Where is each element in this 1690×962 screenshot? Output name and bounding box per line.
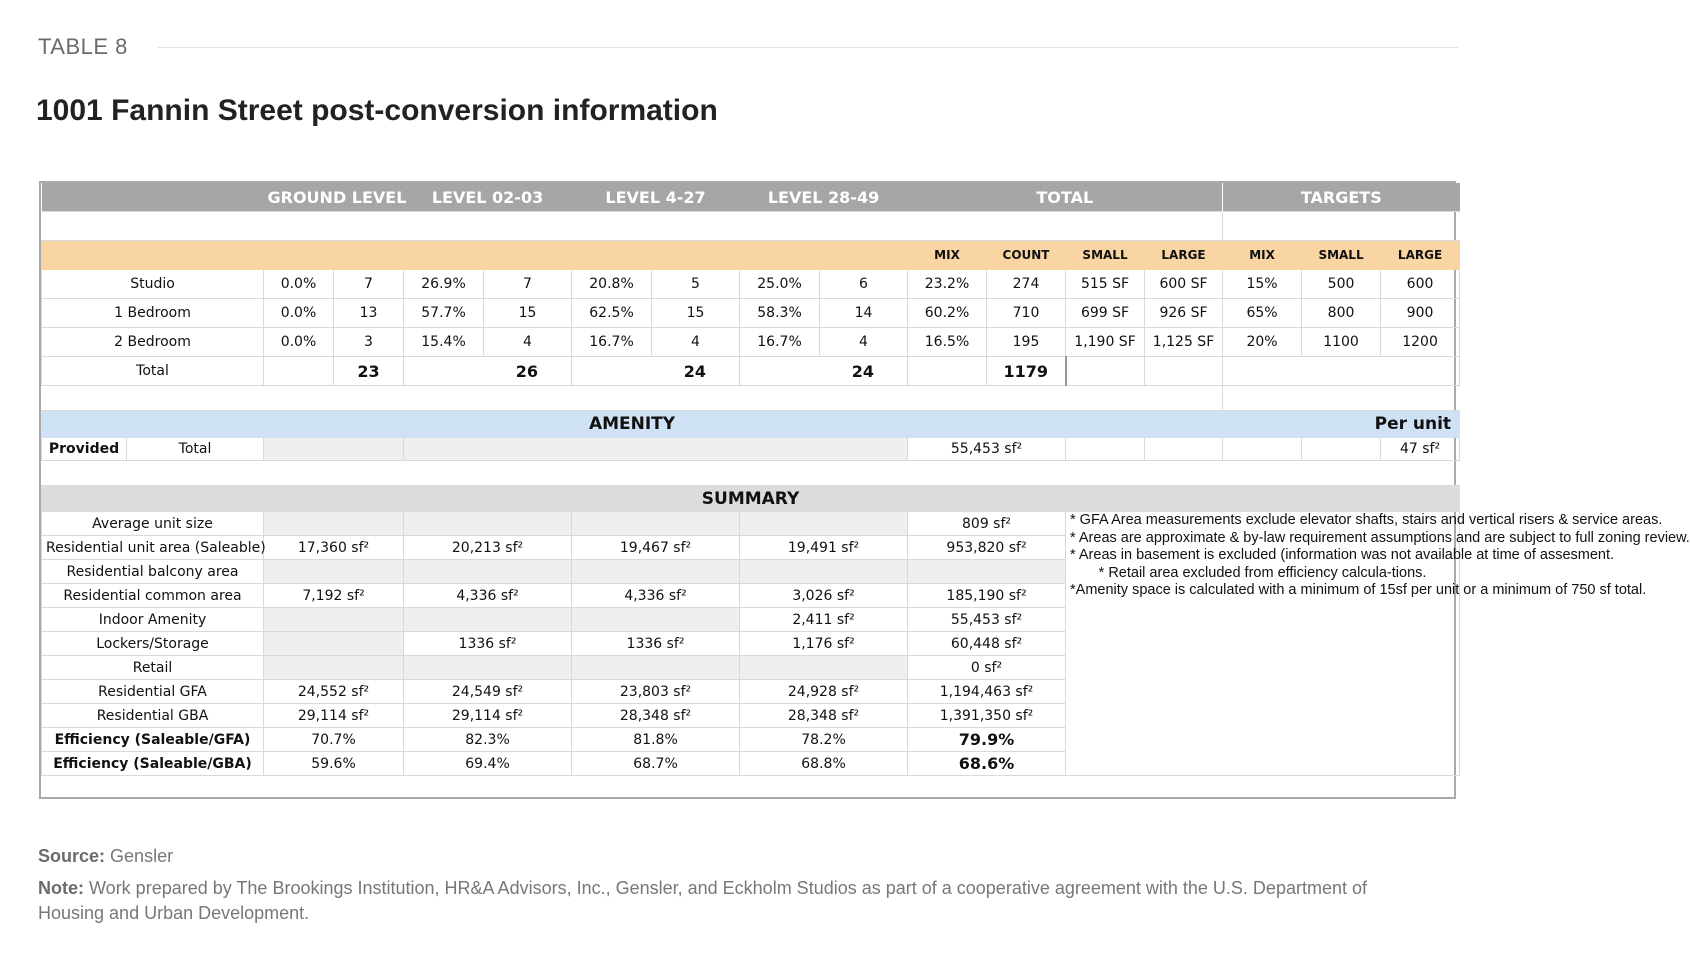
summary-label: Residential GBA — [42, 704, 264, 728]
total-value: 79.9% — [908, 728, 1066, 752]
total-value — [908, 560, 1066, 584]
spacer-row — [42, 776, 1460, 798]
ground-pct: 0.0% — [264, 328, 334, 357]
note-line: *Amenity space is calculated with a minimum of 15sf per unit or a minimum of 750 sf total. — [1070, 582, 1647, 598]
amenity-section-header — [42, 411, 1460, 438]
header-targets: TARGETS — [1223, 183, 1460, 212]
unit-label: 2 Bedroom — [42, 328, 264, 357]
level-4-27-value: 23,803 sf² — [572, 680, 740, 704]
level-02-03-pct: 26.9% — [404, 270, 484, 299]
unit-total-row — [42, 357, 1460, 386]
amenity-total-value: 55,453 sf² — [908, 438, 1066, 461]
level-4-27-value: 19,467 sf² — [572, 536, 740, 560]
ground-pct: 0.0% — [264, 299, 334, 328]
total-value: 55,453 sf² — [908, 608, 1066, 632]
total-value: 809 sf² — [908, 512, 1066, 536]
level-28-49-count: 4 — [820, 328, 908, 357]
level-4-27-value: 68.7% — [572, 752, 740, 776]
total-mix: 23.2% — [908, 270, 987, 299]
level-02-03-count: 4 — [484, 328, 572, 357]
level-02-03-value: 1336 sf² — [404, 632, 572, 656]
unit-row-2-bedroom — [42, 328, 1460, 357]
data-table-frame — [39, 181, 1690, 799]
level-28-49-count: 14 — [820, 299, 908, 328]
level-02-03-value — [404, 608, 572, 632]
header-total: TOTAL — [908, 183, 1223, 212]
level-28-49-value — [740, 656, 908, 680]
level-02-03-value: 69.4% — [404, 752, 572, 776]
level-28-49-value: 3,026 sf² — [740, 584, 908, 608]
target-small: 500 — [1302, 270, 1381, 299]
summary-label: Residential common area — [42, 584, 264, 608]
unit-label: 1 Bedroom — [42, 299, 264, 328]
level-02-03-count: 15 — [484, 299, 572, 328]
level-4-27-value — [572, 608, 740, 632]
provided-total-label: Total — [127, 438, 264, 461]
summary-label: Residential unit area (Saleable) — [42, 536, 264, 560]
level-4-27-pct: 62.5% — [572, 299, 652, 328]
ground-value — [264, 608, 404, 632]
source-label: Source: — [38, 846, 106, 866]
ground-count: 13 — [334, 299, 404, 328]
ground-value: 24,552 sf² — [264, 680, 404, 704]
total-small: 699 SF — [1066, 299, 1145, 328]
level-02-03-value — [404, 656, 572, 680]
total-large: 926 SF — [1145, 299, 1223, 328]
ground-value — [264, 512, 404, 536]
level-02-03-value: 82.3% — [404, 728, 572, 752]
level-28-49-value: 78.2% — [740, 728, 908, 752]
target-small: 1100 — [1302, 328, 1381, 357]
target-mix: 15% — [1223, 270, 1302, 299]
note-text: Work prepared by The Brookings Institution, HR&A Advisors, Inc., Gensler, and Eckholm Studios as part of a cooperative agreement with the U.S. Department of Housing and Urban Development. — [38, 878, 1367, 923]
total-value: 1,391,350 sf² — [908, 704, 1066, 728]
note-line: * Areas in basement is excluded (information was not available at time of assesment. — [1070, 547, 1615, 563]
level-4-27-value — [572, 656, 740, 680]
summary-label: Average unit size — [42, 512, 264, 536]
note-line: * Areas are approximate & by-law requirement assumptions and are subject to full zoning review. — [1070, 529, 1690, 546]
summary-label: Retail — [42, 656, 264, 680]
header-ground-level: GROUND LEVEL — [264, 183, 404, 212]
unit-label: Studio — [42, 270, 264, 299]
level-28-49-value: 68.8% — [740, 752, 908, 776]
amenity-provided-row — [42, 438, 1460, 461]
data-table — [41, 183, 1690, 797]
total-value: 953,820 sf² — [908, 536, 1066, 560]
summary-label: Efficiency (Saleable/GFA) — [42, 728, 264, 752]
level-28-49-count: 6 — [820, 270, 908, 299]
subheader-mix: MIX — [908, 241, 987, 270]
level-28-49-total: 24 — [740, 357, 908, 386]
summary-label: Lockers/Storage — [42, 632, 264, 656]
total-count: 195 — [987, 328, 1066, 357]
total-value: 68.6% — [908, 752, 1066, 776]
table-label: TABLE 8 — [38, 34, 128, 59]
level-02-03-count: 7 — [484, 270, 572, 299]
ground-value: 7,192 sf² — [264, 584, 404, 608]
total-value: 60,448 sf² — [908, 632, 1066, 656]
total-large: 600 SF — [1145, 270, 1223, 299]
amenity-title: AMENITY — [42, 411, 1223, 438]
level-4-27-pct: 16.7% — [572, 328, 652, 357]
level-28-49-value — [740, 560, 908, 584]
total-label: Total — [42, 357, 264, 386]
level-4-27-total: 24 — [572, 357, 740, 386]
level-4-27-count: 5 — [652, 270, 740, 299]
note-line: * GFA Area measurements exclude elevator shafts, stairs and vertical risers & service areas. — [1070, 512, 1663, 528]
ground-value — [264, 560, 404, 584]
header-level-28-49: LEVEL 28-49 — [740, 183, 908, 212]
spacer-row — [42, 461, 1460, 486]
level-28-49-pct: 58.3% — [740, 299, 820, 328]
summary-label: Indoor Amenity — [42, 608, 264, 632]
ground-value: 59.6% — [264, 752, 404, 776]
level-02-03-value — [404, 512, 572, 536]
level-header-row — [42, 183, 1460, 212]
subheader-count: COUNT — [987, 241, 1066, 270]
ground-pct: 0.0% — [264, 270, 334, 299]
level-4-27-value: 4,336 sf² — [572, 584, 740, 608]
level-28-49-pct: 25.0% — [740, 270, 820, 299]
unit-row-1-bedroom — [42, 299, 1460, 328]
target-large: 600 — [1381, 270, 1460, 299]
summary-label: Residential balcony area — [42, 560, 264, 584]
subheader-large: LARGE — [1145, 241, 1223, 270]
total-count: 710 — [987, 299, 1066, 328]
header-level-4-27: LEVEL 4-27 — [572, 183, 740, 212]
ground-count: 7 — [334, 270, 404, 299]
note-label: Note: — [38, 878, 84, 898]
total-small: 515 SF — [1066, 270, 1145, 299]
ground-value: 70.7% — [264, 728, 404, 752]
level-4-27-pct: 20.8% — [572, 270, 652, 299]
label-divider — [158, 47, 1458, 48]
total-value: 1,194,463 sf² — [908, 680, 1066, 704]
level-28-49-value: 24,928 sf² — [740, 680, 908, 704]
ground-value — [264, 656, 404, 680]
subheader-small: SMALL — [1066, 241, 1145, 270]
level-02-03-pct: 15.4% — [404, 328, 484, 357]
total-mix: 60.2% — [908, 299, 987, 328]
level-28-49-pct: 16.7% — [740, 328, 820, 357]
column-subheader-row — [42, 241, 1460, 270]
source-line — [38, 846, 173, 867]
total-value: 185,190 sf² — [908, 584, 1066, 608]
summary-label: Residential GFA — [42, 680, 264, 704]
level-4-27-count: 4 — [652, 328, 740, 357]
level-4-27-count: 15 — [652, 299, 740, 328]
note-line: * Retail area excluded from efficiency calcula-tions. — [1098, 564, 1427, 581]
level-28-49-value: 2,411 sf² — [740, 608, 908, 632]
amenity-per-unit-value: 47 sf² — [1381, 438, 1460, 461]
level-02-03-total: 26 — [404, 357, 572, 386]
level-02-03-value — [404, 560, 572, 584]
page-title: 1001 Fannin Street post-conversion information — [36, 94, 718, 127]
total-mix: 16.5% — [908, 328, 987, 357]
level-4-27-value: 1336 sf² — [572, 632, 740, 656]
level-02-03-pct: 57.7% — [404, 299, 484, 328]
provided-label: Provided — [42, 438, 127, 461]
subheader-target-large: LARGE — [1381, 241, 1460, 270]
ground-value: 17,360 sf² — [264, 536, 404, 560]
note-line-footer — [38, 876, 1408, 926]
level-02-03-value: 4,336 sf² — [404, 584, 572, 608]
spacer-row — [42, 386, 1460, 411]
total-value: 0 sf² — [908, 656, 1066, 680]
subheader-target-mix: MIX — [1223, 241, 1302, 270]
ground-value — [264, 632, 404, 656]
level-02-03-value: 24,549 sf² — [404, 680, 572, 704]
header-level-02-03: LEVEL 02-03 — [404, 183, 572, 212]
target-mix: 65% — [1223, 299, 1302, 328]
spacer-row — [42, 212, 1460, 241]
summary-section-header — [42, 486, 1460, 512]
level-28-49-value: 1,176 sf² — [740, 632, 908, 656]
total-count: 274 — [987, 270, 1066, 299]
level-4-27-value: 28,348 sf² — [572, 704, 740, 728]
ground-total: 23 — [334, 357, 404, 386]
level-02-03-value: 20,213 sf² — [404, 536, 572, 560]
per-unit-label: Per unit — [1223, 411, 1460, 438]
notes-panel — [1066, 512, 1690, 776]
summary-row — [42, 512, 1460, 536]
target-small: 800 — [1302, 299, 1381, 328]
summary-label: Efficiency (Saleable/GBA) — [42, 752, 264, 776]
level-28-49-value — [740, 512, 908, 536]
ground-value: 29,114 sf² — [264, 704, 404, 728]
level-02-03-value: 29,114 sf² — [404, 704, 572, 728]
target-large: 1200 — [1381, 328, 1460, 357]
level-28-49-value: 19,491 sf² — [740, 536, 908, 560]
level-4-27-value — [572, 512, 740, 536]
subheader-target-small: SMALL — [1302, 241, 1381, 270]
target-large: 900 — [1381, 299, 1460, 328]
target-mix: 20% — [1223, 328, 1302, 357]
summary-title: SUMMARY — [42, 486, 1460, 512]
level-28-49-value: 28,348 sf² — [740, 704, 908, 728]
level-4-27-value — [572, 560, 740, 584]
total-large: 1,125 SF — [1145, 328, 1223, 357]
total-small: 1,190 SF — [1066, 328, 1145, 357]
total-count-sum: 1179 — [987, 357, 1066, 386]
ground-count: 3 — [334, 328, 404, 357]
level-4-27-value: 81.8% — [572, 728, 740, 752]
unit-row-studio — [42, 270, 1460, 299]
source-text: Gensler — [110, 846, 174, 866]
